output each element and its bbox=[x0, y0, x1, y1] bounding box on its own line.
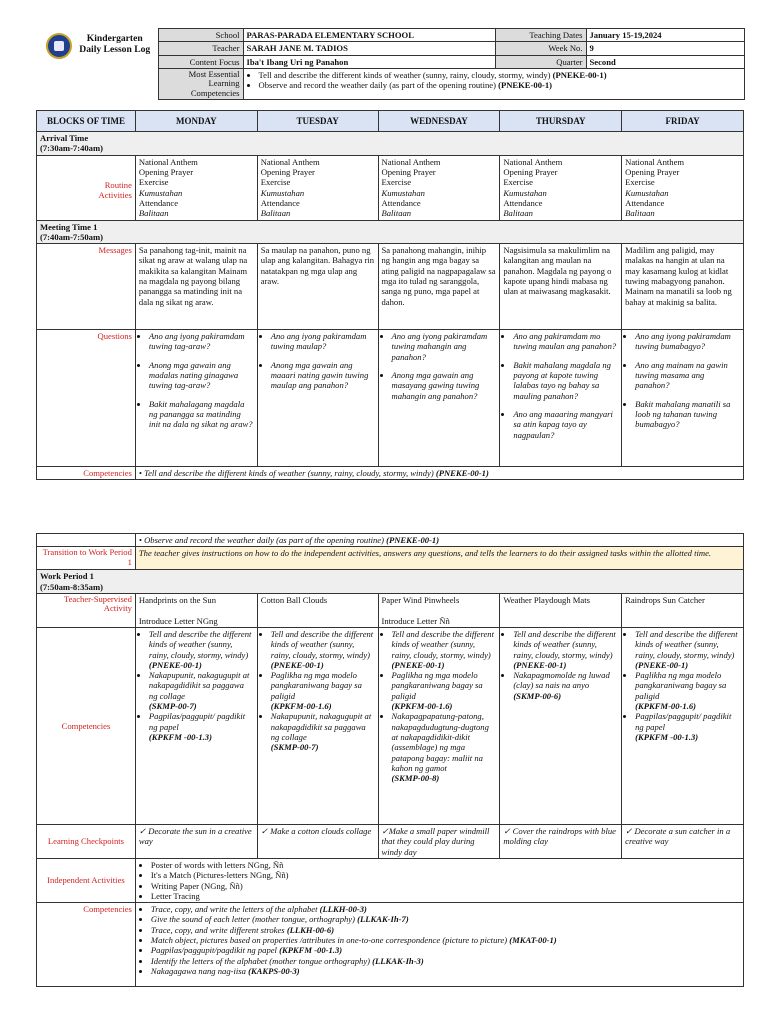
doc-title-cell bbox=[72, 29, 158, 69]
checkpoint-cell: ✓ Decorate the sun in a creative way bbox=[135, 824, 257, 858]
questions-label: Questions bbox=[37, 330, 136, 467]
competencies-label: Competencies bbox=[37, 467, 136, 480]
tsa-cell: Cotton Ball Clouds bbox=[257, 593, 378, 627]
mel-list bbox=[247, 70, 741, 91]
school-value: PARAS-PARADA ELEMENTARY SCHOOL bbox=[243, 29, 495, 42]
day-header-thursday: THURSDAY bbox=[500, 111, 622, 132]
schedule-table-1 bbox=[36, 110, 744, 480]
day-header-friday: FRIDAY bbox=[622, 111, 744, 132]
transition-label: Transition to Work Period 1 bbox=[37, 547, 136, 570]
checkpoint-cell: ✓ Cover the raindrops with blue molding clay bbox=[500, 824, 622, 858]
logo-cell bbox=[36, 29, 72, 69]
deped-seal-icon bbox=[46, 33, 72, 59]
message-cell: Madilim ang paligid, may malakas na hangin at ulan na may kasamang kulog at kidlat tuwing mabagyong panahon. Mainam na manatili sa loob ng bahay at makinig sa balita. bbox=[622, 244, 744, 330]
week-value: 9 bbox=[586, 42, 744, 55]
competencies-label-3: Competencies bbox=[37, 903, 136, 987]
day-header-monday: MONDAY bbox=[135, 111, 257, 132]
checkpoint-cell: ✓Make a small paper windmill that they could play during windy day bbox=[378, 824, 500, 858]
list-item: • Give the sound of each letter (mother tongue, orthography) (LLKAK-Ih-7) bbox=[151, 914, 740, 924]
list-item: • Writing Paper (NGng, Ññ) bbox=[151, 881, 740, 891]
meeting-time-section: Meeting Time 1 (7:40am-7:50am) bbox=[37, 220, 744, 244]
mel-cell bbox=[243, 68, 744, 99]
list-item: • Pagpilas/paggupit/pagdikit ng papel (KPKFM -00-1.3) bbox=[151, 945, 740, 955]
tsa-cell: Weather Playdough Mats bbox=[500, 593, 622, 627]
competency-cell: • Tell and describe the different kinds of weather (sunny, rainy, cloudy, stormy, windy) (PNEKE-00-1) • Paglikha ng mga modelo pangkaraniwang bagay sa paligid (KPKFM-00-1.6) • Nakapupunit, nakagugupit at nakapagdidikit sa paggawa ng collage (SKMP-00-7) bbox=[257, 627, 378, 824]
competencies-label-2: Competencies bbox=[37, 627, 136, 824]
quarter-value: Second bbox=[586, 55, 744, 68]
dates-value: January 15-19,2024 bbox=[586, 29, 744, 42]
teacher-label: Teacher bbox=[158, 42, 243, 55]
observe-competency: • Observe and record the weather daily (as part of the opening routine) (PNEKE-00-1) bbox=[135, 534, 743, 547]
list-item: • Nakagagawa nang nag-iisa (KAKPS-00-3) bbox=[151, 966, 740, 976]
competency-cell: • Tell and describe the different kinds of weather (sunny, rainy, cloudy, stormy, windy) (PNEKE-00-1) • Paglikha ng mga modelo pangkaraniwang bagay sa paligid (KPKFM-00-1.6) • Pagpilas/paggupit/ pagdikit ng papel (KPKFM -00-1.3) bbox=[622, 627, 744, 824]
questions-cell: • Ano ang iyong pakiramdam tuwing maulap? • Anong mga gawain ang maaari nating gawin tuwing maulap ang panahon? bbox=[257, 330, 378, 467]
message-cell: Sa maulap na panahon, puno ng ulap ang kalangitan. Bahagya rin natatakpan ng mga ulap ang araw. bbox=[257, 244, 378, 330]
independent-activities-cell bbox=[135, 858, 743, 902]
list-item: • Match object, pictures based on properties /attributes in one-to-one correspondence (picture to picture) (MKAT-00-1) bbox=[151, 935, 740, 945]
list-item: • Poster of words with letters NGng, Ññ bbox=[151, 860, 740, 870]
message-cell: Nagsisimula sa makulimlim na kalangitan ang maulan na panahon. Magdala ng payong o kapote upang hindi mabasa ng ulan at maiwasang magkasakit. bbox=[500, 244, 622, 330]
routine-cell: National Anthem Opening Prayer Exercise Kumustahan Attendance Balitaan bbox=[500, 155, 622, 220]
tsa-cell: Paper Wind Pinwheels Introduce Letter Ññ bbox=[378, 593, 500, 627]
message-cell: Sa panahong mahangin, inihip ng hangin ang mga bagay sa ating paligid na nagpapagalaw sa mga ito tulad ng saranggola, sanga ng puno, mga papel at dahon. bbox=[378, 244, 500, 330]
routine-cell: National Anthem Opening Prayer Exercise Kumustahan Attendance Balitaan bbox=[135, 155, 257, 220]
week-label: Week No. bbox=[495, 42, 586, 55]
independent-activities-label: Independent Activities bbox=[37, 858, 136, 902]
routine-cell: National Anthem Opening Prayer Exercise Kumustahan Attendance Balitaan bbox=[622, 155, 744, 220]
content-focus-label: Content Focus bbox=[158, 55, 243, 68]
teacher-supervised-label: Teacher-Supervised Activity bbox=[37, 593, 136, 627]
questions-cell: • Ano ang iyong pakiramdam tuwing bumabagyo? • Ano ang mainam na gawin tuwing masama ang panahon? • Bakit mahalang manatili sa loob ng tahanan tuwing bumabagyo? bbox=[622, 330, 744, 467]
schedule-table-2 bbox=[36, 533, 744, 987]
mel-item: • Tell and describe the different kinds of weather (sunny, rainy, cloudy, stormy, windy) (PNEKE-00-1) bbox=[259, 70, 741, 80]
school-label: School bbox=[158, 29, 243, 42]
mel-label: Most Essential Learning Competencies bbox=[158, 68, 243, 99]
competency-cell: • Tell and describe the different kinds of weather (sunny, rainy, cloudy, stormy, windy) (PNEKE-00-1) • Paglikha ng mga modelo pangkaraniwang bagay sa paligid (KPKFM-00-1.6) • Nakapagpapatung-patong, nakapagdudugtung-dugtong at nakapagdidikit-dikit (assemblage) ng mga patapong bagay: maliit na kahon ng gamot (SKMP-00-8) bbox=[378, 627, 500, 824]
title-line-2: Daily Lesson Log bbox=[79, 44, 151, 56]
list-item: • It's a Match (Pictures-letters NGng, Ññ) bbox=[151, 870, 740, 880]
list-item: • Letter Tracing bbox=[151, 891, 740, 901]
routine-cell: National Anthem Opening Prayer Exercise Kumustahan Attendance Balitaan bbox=[378, 155, 500, 220]
checkpoint-cell: ✓ Make a cotton clouds collage bbox=[257, 824, 378, 858]
routine-cell: National Anthem Opening Prayer Exercise Kumustahan Attendance Balitaan bbox=[257, 155, 378, 220]
tsa-cell: Raindrops Sun Catcher bbox=[622, 593, 744, 627]
competency-cell: • Tell and describe the different kinds of weather (sunny, rainy, cloudy, stormy, windy) (PNEKE-00-1) • Nakapagmomolde ng luwad (clay) sa nais na anyo (SKMP-00-6) bbox=[500, 627, 622, 824]
learning-checkpoints-label: Learning Checkpoints bbox=[37, 824, 136, 858]
messages-label: Messages bbox=[37, 244, 136, 330]
day-header-wednesday: WEDNESDAY bbox=[378, 111, 500, 132]
header-table bbox=[36, 28, 745, 100]
header-block bbox=[36, 28, 744, 100]
tsa-cell: Handprints on the Sun Introduce Letter NGng bbox=[135, 593, 257, 627]
title-line-1: Kindergarten bbox=[86, 32, 143, 44]
teacher-value: SARAH JANE M. TADIOS bbox=[243, 42, 495, 55]
routine-activities-label: Routine Activities bbox=[37, 155, 136, 220]
dates-label: Teaching Dates bbox=[495, 29, 586, 42]
independent-competencies-cell bbox=[135, 903, 743, 987]
mel-item: • Observe and record the weather daily (as part of the opening routine) (PNEKE-00-1) bbox=[259, 80, 741, 90]
questions-cell: • Ano ang iyong pakiramdam tuwing mahangin ang panahon? • Anong mga gawain ang masayang gawing tuwing mahangin ang panahon? bbox=[378, 330, 500, 467]
list-item: • Trace, copy, and write the letters of the alphabet (LLKH-00-3) bbox=[151, 904, 740, 914]
competency-cell: • Tell and describe the different kinds of weather (sunny, rainy, cloudy, stormy, windy) (PNEKE-00-1) • Nakapupunit, nakagugupit at nakapagdidikit sa paggawa ng collage (SKMP-00-7) • Pagpilas/paggupit/ pagdikit ng papel (KPKFM -00-1.3) bbox=[135, 627, 257, 824]
day-header-tuesday: TUESDAY bbox=[257, 111, 378, 132]
list-item: • Identify the letters of the alphabet (mother tongue orthography) (LLKAK-Ih-3) bbox=[151, 956, 740, 966]
content-focus-value: Iba't Ibang Uri ng Panahon bbox=[243, 55, 495, 68]
blocks-of-time-header: BLOCKS OF TIME bbox=[37, 111, 136, 132]
quarter-label: Quarter bbox=[495, 55, 586, 68]
work-period-section: Work Period 1 (7:50am-8:35am) bbox=[37, 570, 744, 594]
transition-text: The teacher gives instructions on how to do the independent activities, answers any questions, and tells the learners to do their assigned tasks within the allotted time. bbox=[135, 547, 743, 570]
list-item: • Trace, copy, and write different strokes (LLKH-00-6) bbox=[151, 925, 740, 935]
meeting-competency: • Tell and describe the different kinds of weather (sunny, rainy, cloudy, stormy, windy) (PNEKE-00-1) bbox=[135, 467, 743, 480]
checkpoint-cell: ✓ Decorate a sun catcher in a creative way bbox=[622, 824, 744, 858]
arrival-time-section: Arrival Time (7:30am-7:40am) bbox=[37, 132, 744, 156]
message-cell: Sa panahong tag-init, mainit na sikat ng araw at walang ulap na makikita sa kalangitan Mainam na magdala ng payong bilang panangga sa matinding init na dala ng sikat ng araw. bbox=[135, 244, 257, 330]
questions-cell: • Ano ang iyong pakiramdam tuwing tag-araw? • Anong mga gawain ang madalas nating ginagawa tuwing tag-araw? • Bakit mahalagang magdala ng panangga sa matinding init na dala ng sikat ng araw? bbox=[135, 330, 257, 467]
questions-cell: • Ano ang pakiramdam mo tuwing maulan ang panahon? • Bakit mahalang magdala ng payong at kapote tuwing lalabas tayo ng bahay sa mauling panahon? • Ano ang maaaring mangyari sa atin kapag tayo ay nagpaulan? bbox=[500, 330, 622, 467]
